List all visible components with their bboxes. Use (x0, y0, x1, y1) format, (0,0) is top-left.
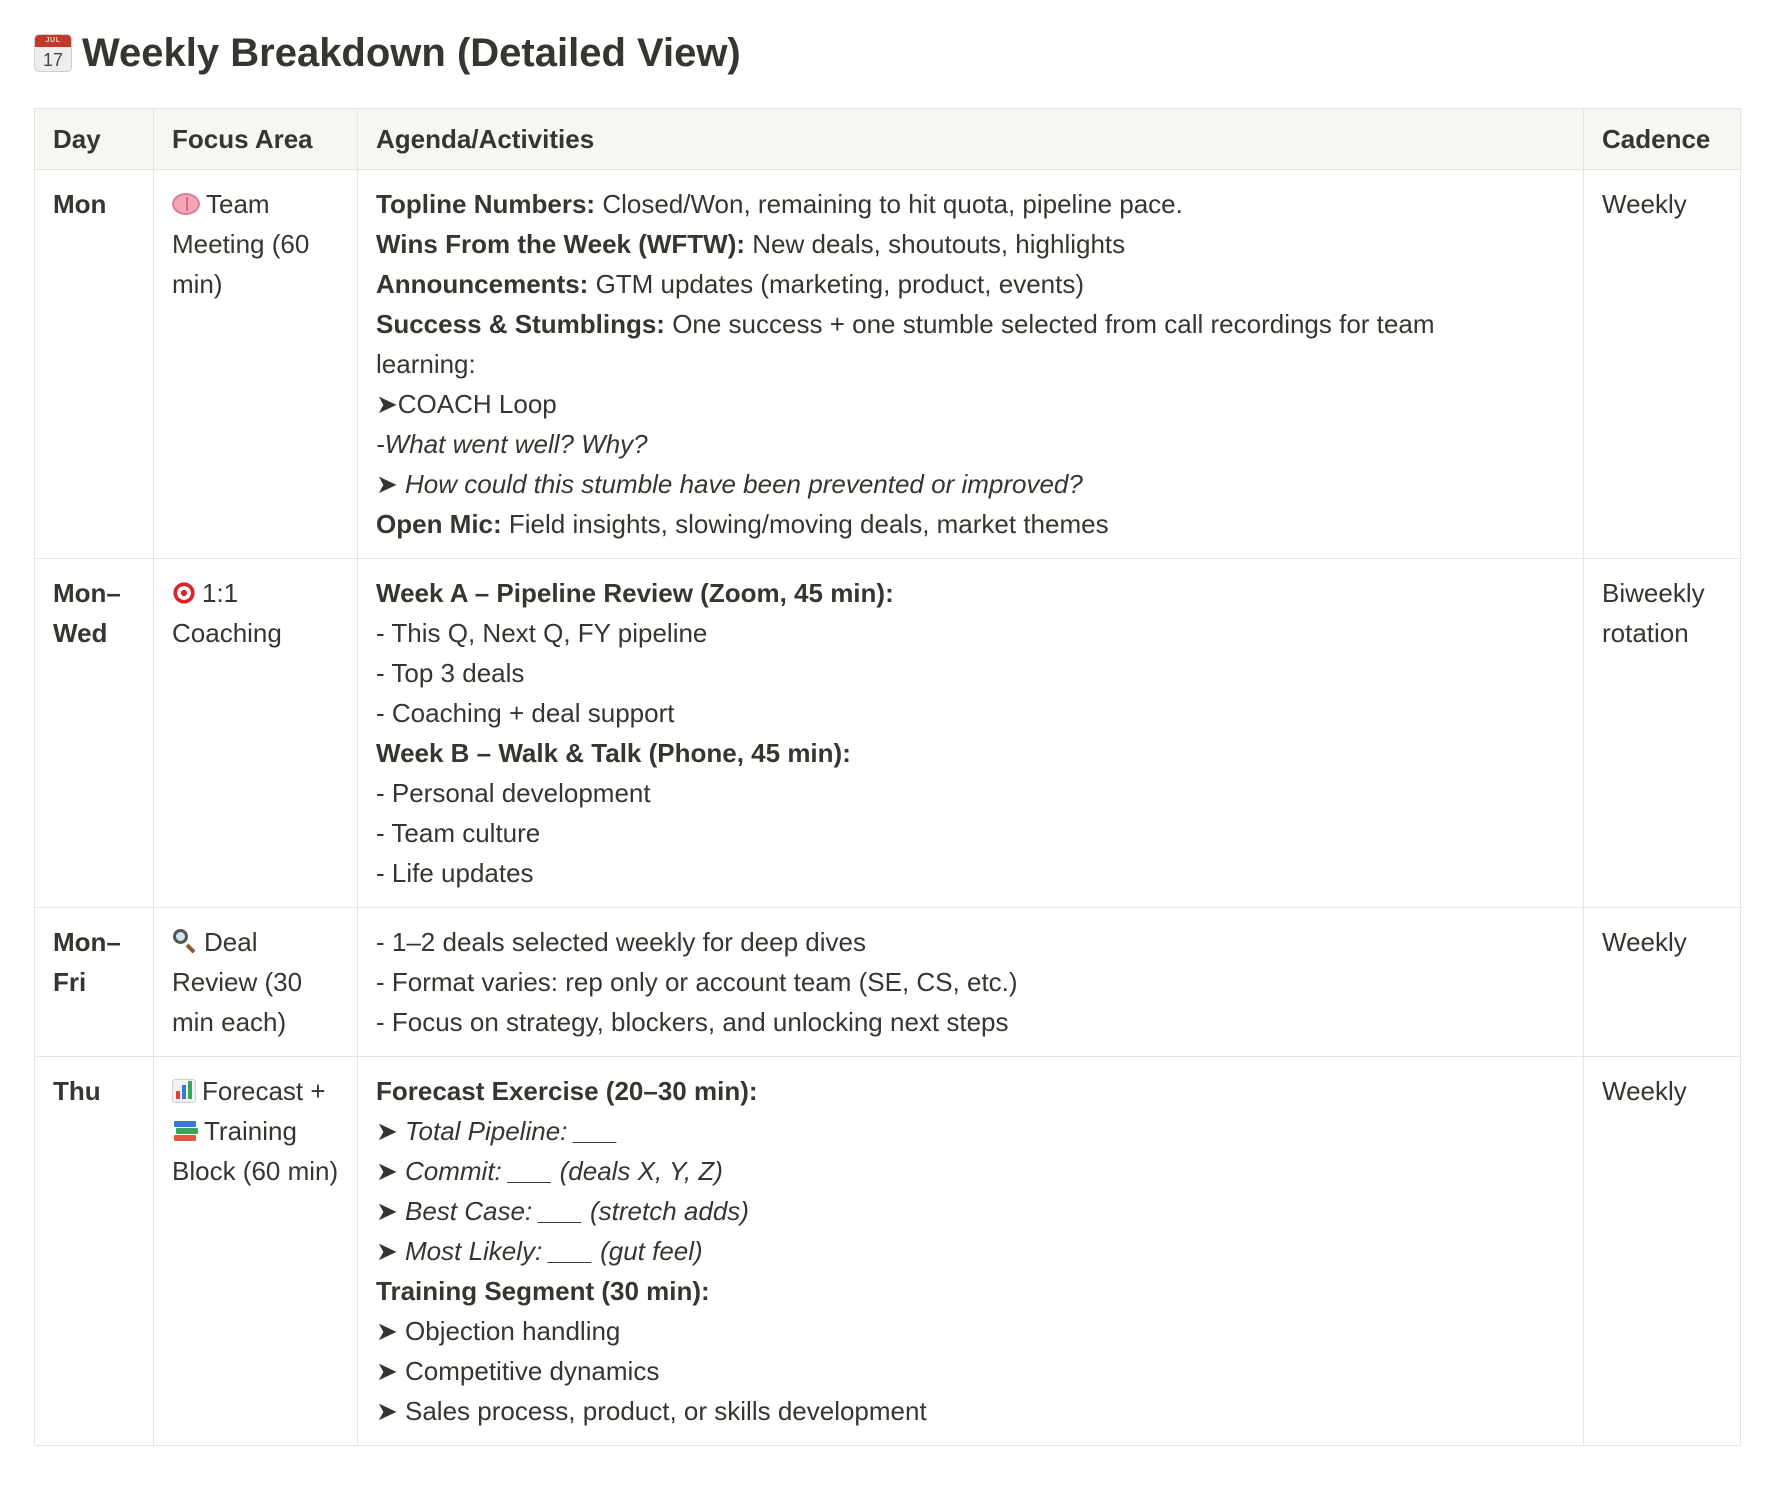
agenda-line: ➤COACH Loop (376, 389, 557, 419)
agenda-line: ➤ Most Likely: ___ (gut feel) (376, 1236, 703, 1266)
table-row (35, 559, 1741, 908)
day-cell[interactable]: Mon–Wed (35, 559, 154, 908)
calendar-day: 17 (42, 50, 64, 70)
agenda-line: ➤ Best Case: ___ (stretch adds) (376, 1196, 749, 1226)
agenda-line: - Coaching + deal support (376, 698, 675, 728)
focus-cell[interactable] (154, 170, 358, 559)
agenda-line: ➤ Competitive dynamics (376, 1356, 660, 1386)
calendar-icon (34, 34, 72, 72)
header-cadence[interactable]: Cadence (1584, 109, 1741, 170)
agenda-line: ➤ Total Pipeline: ___ (376, 1116, 618, 1146)
focus-cell[interactable] (154, 1057, 358, 1446)
header-focus-area[interactable]: Focus Area (154, 109, 358, 170)
agenda-line: - Focus on strategy, blockers, and unlocking next steps (376, 1007, 1009, 1037)
agenda-cell[interactable] (358, 170, 1584, 559)
agenda-heading: Topline Numbers: (376, 189, 596, 219)
focus-cell[interactable] (154, 908, 358, 1057)
header-agenda[interactable]: Agenda/Activities (358, 109, 1584, 170)
agenda-heading: Forecast Exercise (20–30 min): (376, 1076, 758, 1106)
agenda-line: - Personal development (376, 778, 651, 808)
agenda-line (376, 184, 1565, 224)
focus-label: 1:1 Coaching (172, 578, 282, 648)
cadence-cell[interactable]: Weekly (1584, 1057, 1741, 1446)
agenda-line: - Top 3 deals (376, 658, 525, 688)
agenda-heading: Week A – Pipeline Review (Zoom, 45 min): (376, 578, 894, 608)
cadence-cell[interactable]: Biweekly rotation (1584, 559, 1741, 908)
day-cell[interactable]: Mon (35, 170, 154, 559)
day-cell[interactable]: Mon–Fri (35, 908, 154, 1057)
focus-label: Training Block (60 min) (172, 1116, 339, 1186)
agenda-cell[interactable] (358, 1057, 1584, 1446)
table-row (35, 170, 1741, 559)
agenda-heading: Announcements: (376, 269, 589, 299)
agenda-line: - Life updates (376, 858, 534, 888)
agenda-cell[interactable] (358, 559, 1584, 908)
agenda-line: ➤ Commit: ___ (deals X, Y, Z) (376, 1156, 723, 1186)
agenda-line (376, 504, 1565, 544)
focus-label: Team Meeting (60 min) (172, 189, 310, 299)
header-day[interactable]: Day (35, 109, 154, 170)
agenda-line: - 1–2 deals selected weekly for deep dives (376, 927, 866, 957)
agenda-line: - Team culture (376, 818, 541, 848)
table-header-row (35, 109, 1741, 170)
agenda-line: ➤ Sales process, product, or skills development (376, 1396, 927, 1426)
focus-label: Forecast + (202, 1076, 326, 1106)
agenda-text: Closed/Won, remaining to hit quota, pipeline pace. (595, 189, 1183, 219)
agenda-heading: Training Segment (30 min): (376, 1276, 710, 1306)
target-icon (172, 581, 196, 605)
calendar-month: JUL (35, 35, 71, 47)
weekly-breakdown-table (34, 108, 1741, 1446)
day-cell[interactable]: Thu (35, 1057, 154, 1446)
magnifier-icon (172, 928, 198, 954)
agenda-line: -What went well? Why? (376, 429, 648, 459)
agenda-text: GTM updates (marketing, product, events) (588, 269, 1084, 299)
agenda-line: - This Q, Next Q, FY pipeline (376, 618, 708, 648)
agenda-heading: Week B – Walk & Talk (Phone, 45 min): (376, 738, 851, 768)
table-row (35, 908, 1741, 1057)
cadence-cell[interactable]: Weekly (1584, 170, 1741, 559)
agenda-line: - Format varies: rep only or account team (SE, CS, etc.) (376, 967, 1018, 997)
agenda-text: Field insights, slowing/moving deals, market themes (501, 509, 1109, 539)
page-title (34, 28, 1770, 78)
chart-icon (172, 1079, 196, 1103)
agenda-heading: Open Mic: (376, 509, 502, 539)
agenda-line: ➤ Objection handling (376, 1316, 621, 1346)
brain-icon (172, 193, 200, 215)
agenda-line (376, 224, 1565, 264)
agenda-cell[interactable] (358, 908, 1584, 1057)
agenda-text: New deals, shoutouts, highlights (745, 229, 1126, 259)
agenda-line (376, 304, 1565, 384)
agenda-line (376, 264, 1565, 304)
agenda-heading: Wins From the Week (WFTW): (376, 229, 746, 259)
books-icon (172, 1119, 198, 1143)
agenda-text: One success + one stumble selected from call recordings for team learning: (376, 309, 1435, 379)
cadence-cell[interactable]: Weekly (1584, 908, 1741, 1057)
agenda-line: ➤ How could this stumble have been prevented or improved? (376, 469, 1083, 499)
table-row (35, 1057, 1741, 1446)
agenda-heading: Success & Stumblings: (376, 309, 665, 339)
page-title-text: Weekly Breakdown (Detailed View) (82, 31, 741, 75)
focus-label: Deal Review (30 min each) (172, 927, 303, 1037)
focus-cell[interactable] (154, 559, 358, 908)
